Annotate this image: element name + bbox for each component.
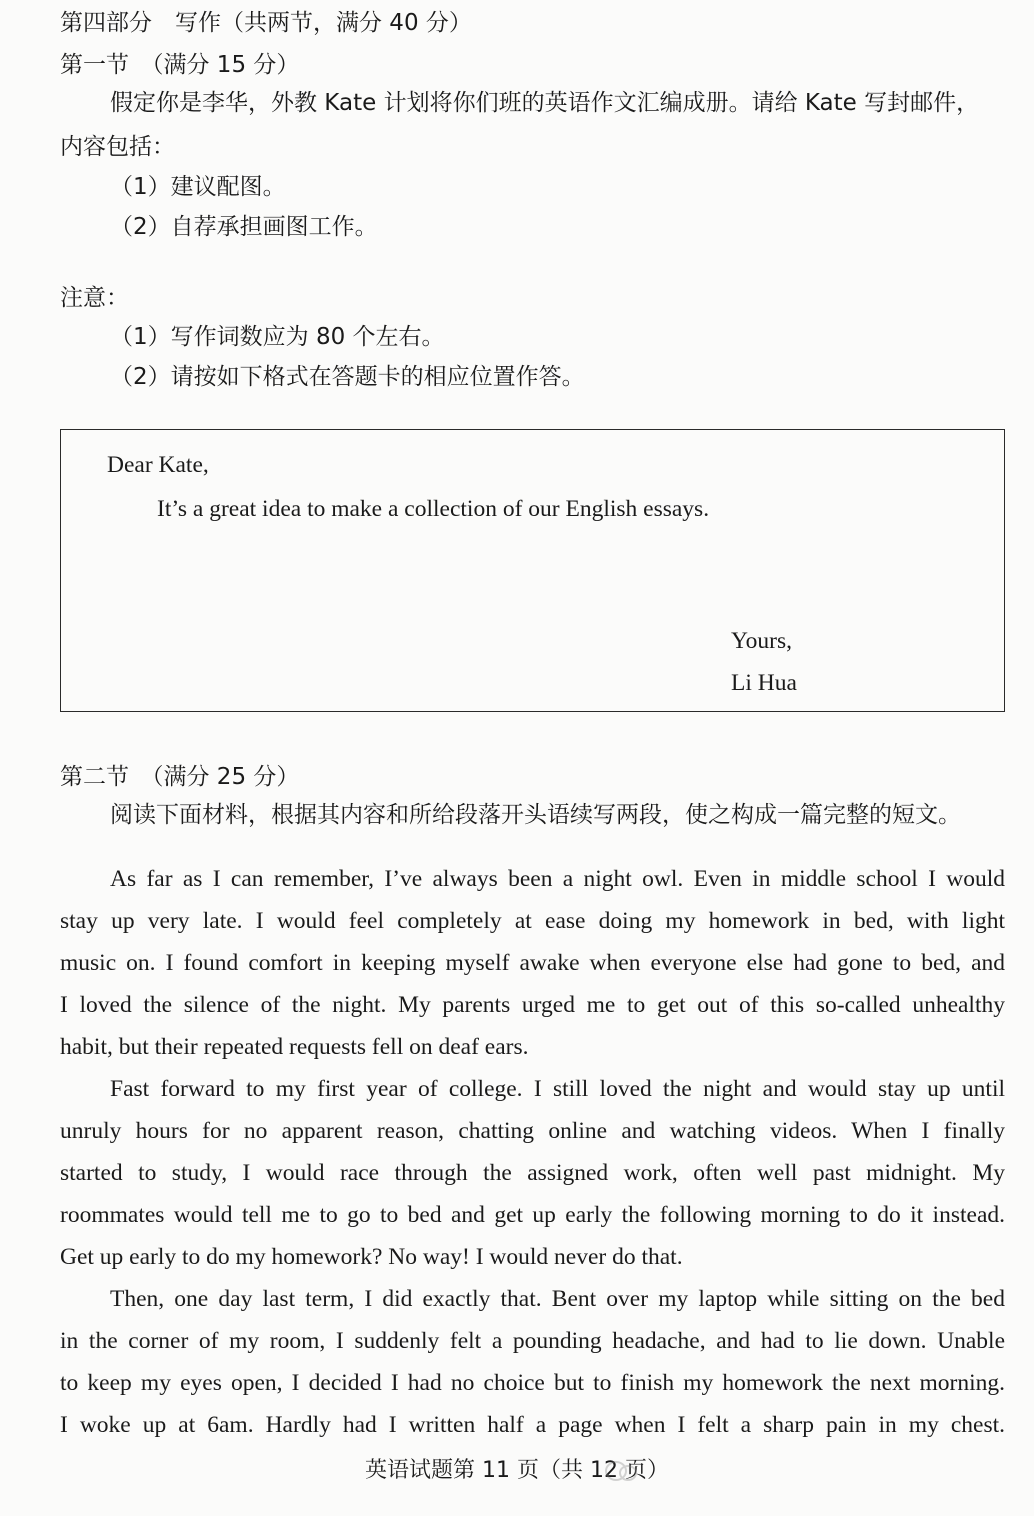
note-label: 注意： bbox=[60, 285, 129, 311]
letter-signature: Li Hua bbox=[731, 670, 797, 696]
letter-template-box bbox=[60, 429, 1005, 712]
passage-p2-line5: Get up early to do my homework? No way! I would never do that. bbox=[60, 1244, 683, 1270]
watermark-icon bbox=[604, 1458, 638, 1484]
section1-prompt-line1: 假定你是李华，外教 Kate 计划将你们班的英语作文汇编成册。请给 Kate 写封邮件， bbox=[110, 90, 980, 116]
passage-p3-line2: in the corner of my room, I suddenly felt a pounding headache, and had to lie down. Unable bbox=[60, 1328, 1005, 1354]
passage-p3-line3: to keep my eyes open, I decided I had no choice but to finish my homework the next morning. bbox=[60, 1370, 1005, 1396]
part-title: 第四部分 写作（共两节，满分 40 分） bbox=[60, 10, 472, 36]
section1-prompt-line2: 内容包括： bbox=[60, 134, 175, 160]
passage-p3-line4: I woke up at 6am. Hardly had I written half a page when I felt a sharp pain in my chest. bbox=[60, 1412, 1005, 1438]
page-footer: 英语试题第 11 页（共 12 页） bbox=[365, 1458, 669, 1483]
letter-opening: It’s a great idea to make a collection of our English essays. bbox=[157, 496, 710, 522]
passage-p2-line3: started to study, I would race through the assigned work, often well past midnight. My bbox=[60, 1160, 1005, 1186]
section1-item1: （1）建议配图。 bbox=[110, 174, 286, 200]
passage-p1-line4: I loved the silence of the night. My parents urged me to get out of this so-called unhealthy bbox=[60, 992, 1005, 1018]
passage-p3-line1: Then, one day last term, I did exactly that. Bent over my laptop while sitting on the bed bbox=[110, 1286, 1005, 1312]
section1-item2: （2）自荐承担画图工作。 bbox=[110, 214, 378, 240]
note-item1: （1）写作词数应为 80 个左右。 bbox=[110, 324, 445, 350]
note-item2: （2）请按如下格式在答题卡的相应位置作答。 bbox=[110, 364, 585, 390]
passage-p2-line1: Fast forward to my first year of college. I still loved the night and would stay up until bbox=[110, 1076, 1005, 1102]
passage-p1-line5: habit, but their repeated requests fell on deaf ears. bbox=[60, 1034, 529, 1060]
letter-greeting: Dear Kate, bbox=[107, 452, 209, 478]
passage-p2-line4: roommates would tell me to go to bed and get up early the following morning to do it instead. bbox=[60, 1202, 1005, 1228]
passage-p1-line3: music on. I found comfort in keeping myself awake when everyone else had gone to bed, and bbox=[60, 950, 1005, 976]
passage-p1-line1: As far as I can remember, I’ve always been a night owl. Even in middle school I would bbox=[110, 866, 1005, 892]
passage-p1-line2: stay up very late. I would feel completely at ease doing my homework in bed, with light bbox=[60, 908, 1005, 934]
passage-p2-line2: unruly hours for no apparent reason, chatting online and watching videos. When I finally bbox=[60, 1118, 1005, 1144]
section2-title: 第二节 （满分 25 分） bbox=[60, 764, 300, 790]
section1-title: 第一节 （满分 15 分） bbox=[60, 52, 300, 78]
letter-closing: Yours, bbox=[731, 628, 792, 654]
section2-instruction: 阅读下面材料，根据其内容和所给段落开头语续写两段，使之构成一篇完整的短文。 bbox=[110, 802, 961, 828]
